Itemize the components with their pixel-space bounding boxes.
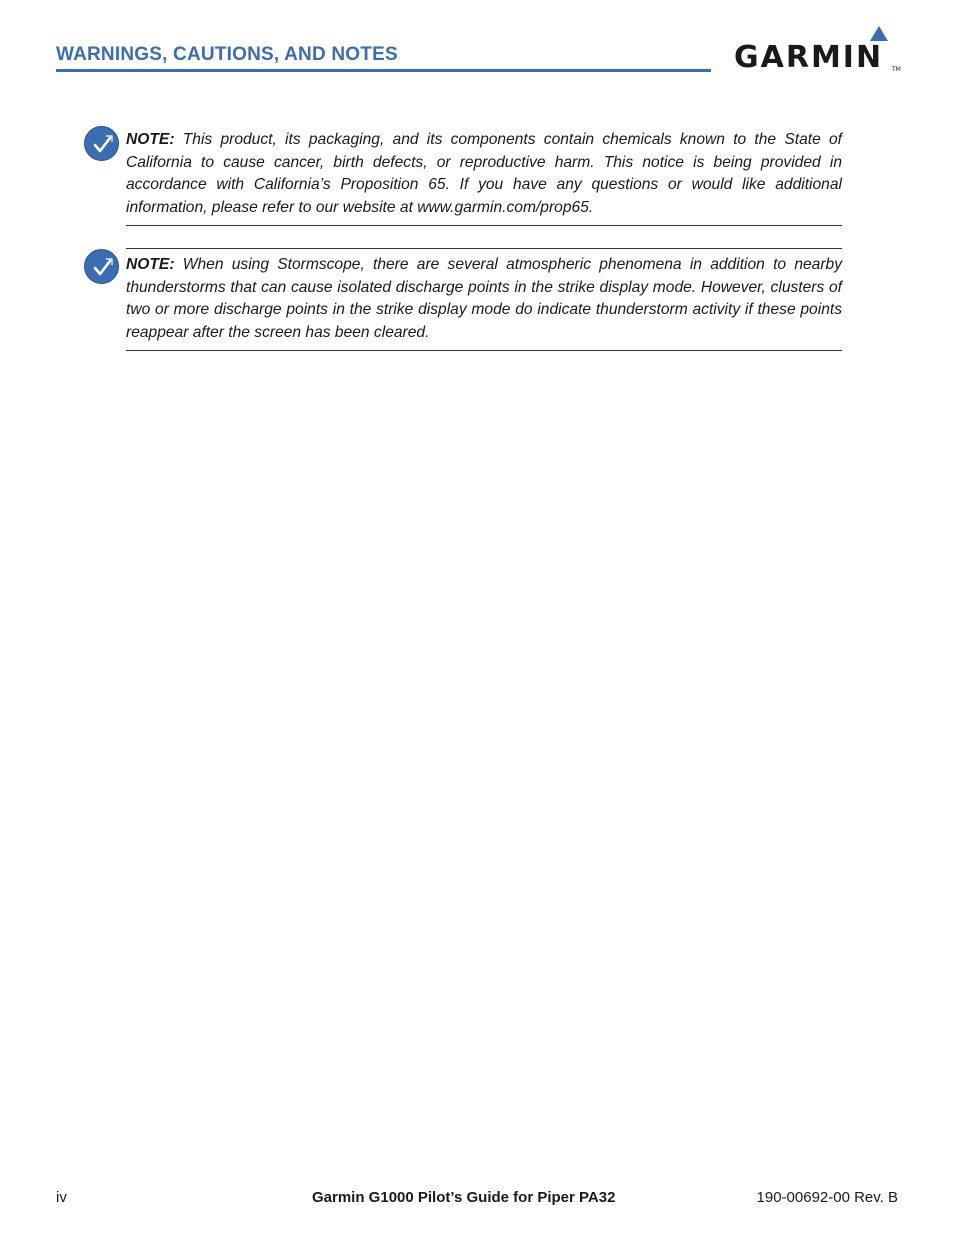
note-bottom-rule bbox=[126, 225, 842, 226]
note-text bbox=[126, 129, 842, 219]
note-label: NOTE: bbox=[126, 131, 175, 148]
note-bottom-rule bbox=[126, 350, 842, 351]
logo-trademark: TM bbox=[892, 66, 901, 73]
logo-wordmark: GARMIN bbox=[734, 40, 884, 75]
document-number: 190-00692-00 Rev. B bbox=[756, 1189, 898, 1206]
note-body: This product, its packaging, and its components contain chemicals known to the State of California to cause cancer, birth defects, or reproductive harm. This notice is being provided in accordance with California’s Proposition 65. If you have any questions or would like additional information, please refer to our website at www.garmin.com/prop65. bbox=[126, 131, 842, 216]
header-rule bbox=[56, 69, 711, 72]
footer-title: Garmin G1000 Pilot’s Guide for Piper PA32 bbox=[312, 1189, 616, 1206]
garmin-logo bbox=[734, 26, 900, 76]
page-number: iv bbox=[56, 1189, 67, 1206]
note-label: NOTE: bbox=[126, 256, 175, 273]
note-prop65 bbox=[126, 129, 842, 219]
note-stormscope bbox=[126, 254, 842, 344]
note-top-rule bbox=[126, 248, 842, 249]
note-checkmark-icon bbox=[84, 126, 119, 161]
note-checkmark-icon bbox=[84, 249, 119, 284]
section-title: WARNINGS, CAUTIONS, AND NOTES bbox=[56, 44, 398, 65]
garmin-delta-icon bbox=[870, 26, 888, 41]
note-text bbox=[126, 254, 842, 344]
note-body: When using Stormscope, there are several atmospheric phenomena in addition to nearby thunderstorms that can cause isolated discharge points in the strike display mode. However, clusters of two or more discharge points in the strike display mode do indicate thunderstorm activity if these points reappear after the screen has been cleared. bbox=[126, 256, 842, 341]
